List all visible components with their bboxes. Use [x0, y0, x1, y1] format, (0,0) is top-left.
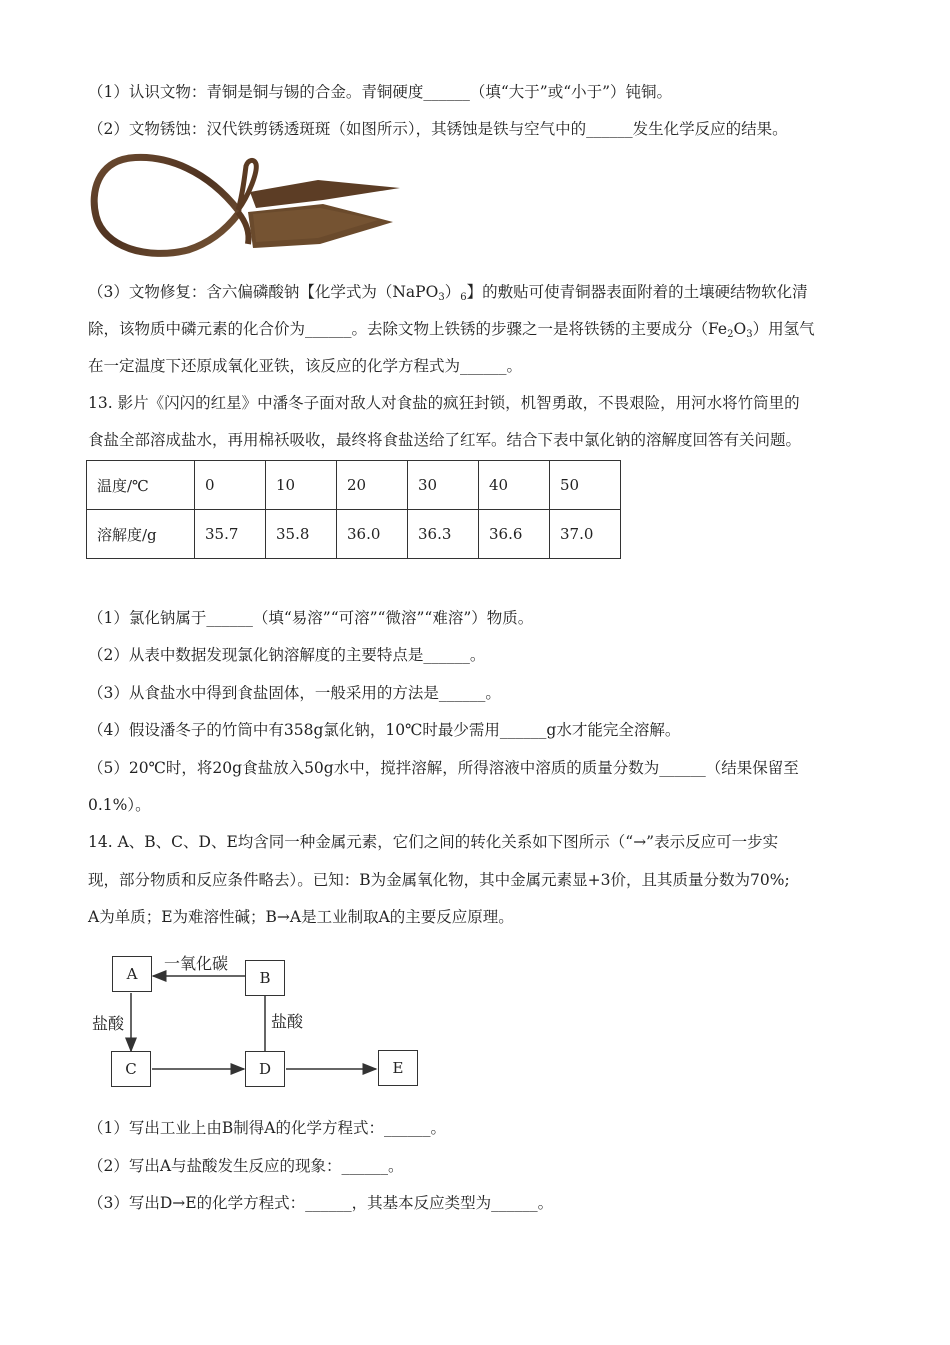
table-header-temperature: 温度/℃: [87, 461, 195, 510]
node-a: A: [112, 956, 152, 992]
table-cell: 0: [195, 461, 266, 510]
q12-part1: （1）认识文物：青铜是铜与锡的合金。青铜硬度______（填“大于”或“小于”）钝铜。: [88, 83, 673, 101]
q13-sub5-line1: （5）20℃时，将20g食盐放入50g水中，搅拌溶解，所得溶液中溶质的质量分数为______（结果保留至: [88, 759, 799, 777]
node-e: E: [378, 1050, 418, 1086]
q14-intro-line3: A为单质；E为难溶性碱；B→A是工业制取A的主要反应原理。: [88, 908, 514, 926]
q13-sub5-line2: 0.1%）。: [88, 796, 151, 814]
q12-part3-line3: 在一定温度下还原成氧化亚铁，该反应的化学方程式为______。: [88, 357, 523, 375]
q12-part3-line2: 除，该物质中磷元素的化合价为______。去除文物上铁锈的步骤之一是将铁锈的主要成分$(Fe_2O_3)$用氢气: [88, 320, 815, 340]
table-cell: 36.6: [479, 510, 550, 559]
q13-sub1: （1）氯化钠属于______（填“易溶”“可溶”“微溶”“难溶”）物质。: [88, 609, 534, 627]
q12-part2: （2）文物锈蚀：汉代铁剪锈透斑斑（如图所示），其锈蚀是铁与空气中的______发生化学反应的结果。: [88, 120, 788, 138]
q13-sub3: （3）从食盐水中得到食盐固体，一般采用的方法是______。: [88, 684, 501, 702]
table-header-solubility: 溶解度/g: [87, 510, 195, 559]
label-hydrochloric-acid-bd: 盐酸: [271, 1012, 304, 1031]
q14-intro-line1: 14. A、B、C、D、E均含同一种金属元素，它们之间的转化关系如下图所示（“→”表示反应可一步实: [88, 833, 779, 851]
node-d: D: [245, 1051, 285, 1087]
q13-sub4: （4）假设潘冬子的竹筒中有358g氯化钠，10℃时最少需用______g水才能完全溶解。: [88, 721, 681, 739]
table-cell: 30: [408, 461, 479, 510]
node-b: B: [245, 960, 285, 996]
table-cell: 35.7: [195, 510, 266, 559]
solubility-table: [86, 460, 621, 559]
table-cell: 50: [550, 461, 621, 510]
table-cell: 36.0: [337, 510, 408, 559]
q14-sub3: （3）写出D→E的化学方程式：______，其基本反应类型为______。: [88, 1194, 554, 1212]
table-cell: 36.3: [408, 510, 479, 559]
iron-scissors-image: [88, 152, 408, 264]
q14-sub2: （2）写出A与盐酸发生反应的现象：______。: [88, 1157, 404, 1175]
q14-intro-line2: 现，部分物质和反应条件略去）。已知：B为金属氧化物，其中金属元素显+3价，且其质量分数为70%;: [88, 871, 790, 889]
table-cell: 20: [337, 461, 408, 510]
table-cell: 35.8: [266, 510, 337, 559]
table-row: [87, 461, 621, 510]
label-hydrochloric-acid-ac: 盐酸: [92, 1014, 125, 1033]
table-cell: 37.0: [550, 510, 621, 559]
q13-intro-line1: 13. 影片《闪闪的红星》中潘冬子面对敌人对食盐的疯狂封锁，机智勇敢，不畏艰险，用河水将竹筒里的: [88, 394, 800, 412]
label-carbon-monoxide: 一氧化碳: [164, 954, 229, 973]
q14-sub1: （1）写出工业上由B制得A的化学方程式：______。: [88, 1119, 446, 1137]
q12-part3-line1: （3）文物修复：含六偏磷酸钠【化学式为$(NaPO_3)_6$】的敷贴可使青铜器表面附着的土壤硬结物软化清: [88, 283, 808, 303]
q13-sub2: （2）从表中数据发现氯化钠溶解度的主要特点是______。: [88, 646, 486, 664]
table-row: [87, 510, 621, 559]
table-cell: 40: [479, 461, 550, 510]
q13-intro-line2: 食盐全部溶成盐水，再用棉袄吸收，最终将食盐送给了红军。结合下表中氯化钠的溶解度回答有关问题。: [88, 431, 802, 449]
table-cell: 10: [266, 461, 337, 510]
node-c: C: [111, 1051, 151, 1087]
